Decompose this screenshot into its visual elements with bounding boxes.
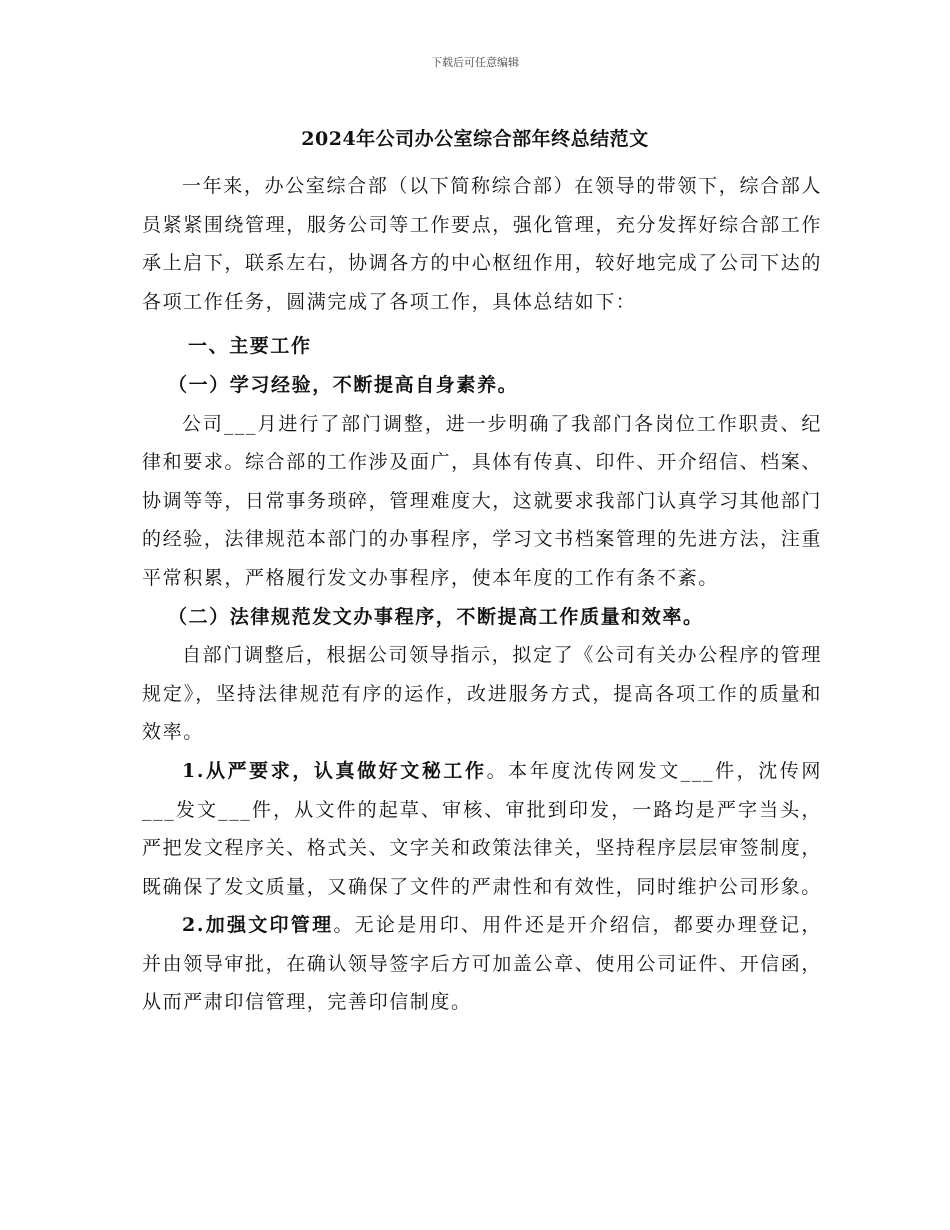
item-2-paragraph bbox=[142, 906, 822, 1022]
item-1-lead: 1.从严要求，认真做好文秘工作 bbox=[182, 759, 487, 782]
item-2-lead: 2.加强文印管理 bbox=[182, 914, 334, 937]
document-title: 2024年公司办公室综合部年终总结范文 bbox=[301, 128, 649, 150]
document-body bbox=[142, 167, 822, 1022]
subsection-heading-2: （二）法律规范发文办事程序，不断提高工作质量和效率。 bbox=[168, 605, 704, 628]
item-1-body: 。本年度沈传网发文___件，沈传网___发文___件，从文件的起草、审核、审批到印发，一路均是严字当头，严把发文程序关、格式关、文字关和政策法律关，坚持程序层层审签制度，既确保了发文质量，又确保了文件的严肃性和有效性，同时维护公司形象。 bbox=[142, 759, 822, 898]
header-note: 下载后可任意编辑 bbox=[431, 56, 519, 69]
subsection-heading-1: （一）学习经验，不断提高自身素养。 bbox=[168, 373, 519, 396]
item-1-paragraph bbox=[142, 752, 822, 906]
subsection-1-paragraph: 公司___月进行了部门调整，进一步明确了我部门各岗位工作职责、纪律和要求。综合部的工作涉及面广，具体有传真、印件、开介绍信、档案、协调等等，日常事务琐碎，管理难度大，这就要求我部门认真学习其他部门的经验，法律规范本部门的办事程序，学习文书档案管理的先进方法，注重平常积累，严格履行发文办事程序，使本年度的工作有条不紊。 bbox=[142, 412, 822, 589]
subsection-2-paragraph: 自部门调整后，根据公司领导指示，拟定了《公司有关办公程序的管理规定》，坚持法律规范有序的运作，改进服务方式，提高各项工作的质量和效率。 bbox=[142, 644, 822, 744]
intro-paragraph: 一年来，办公室综合部（以下简称综合部）在领导的带领下，综合部人员紧紧围绕管理，服务公司等工作要点，强化管理，充分发挥好综合部工作承上启下，联系左右，协调各方的中心枢纽作用，较好地完成了公司下达的各项工作任务，圆满完成了各项工作，具体总结如下： bbox=[142, 175, 822, 313]
item-2-body: 。无论是用印、用件还是开介绍信，都要办理登记，并由领导审批，在确认领导签字后方可加盖公章、使用公司证件、开信函，从而严肃印信管理，完善印信制度。 bbox=[142, 914, 822, 1014]
section-heading-main-work: 一、主要工作 bbox=[188, 335, 312, 358]
